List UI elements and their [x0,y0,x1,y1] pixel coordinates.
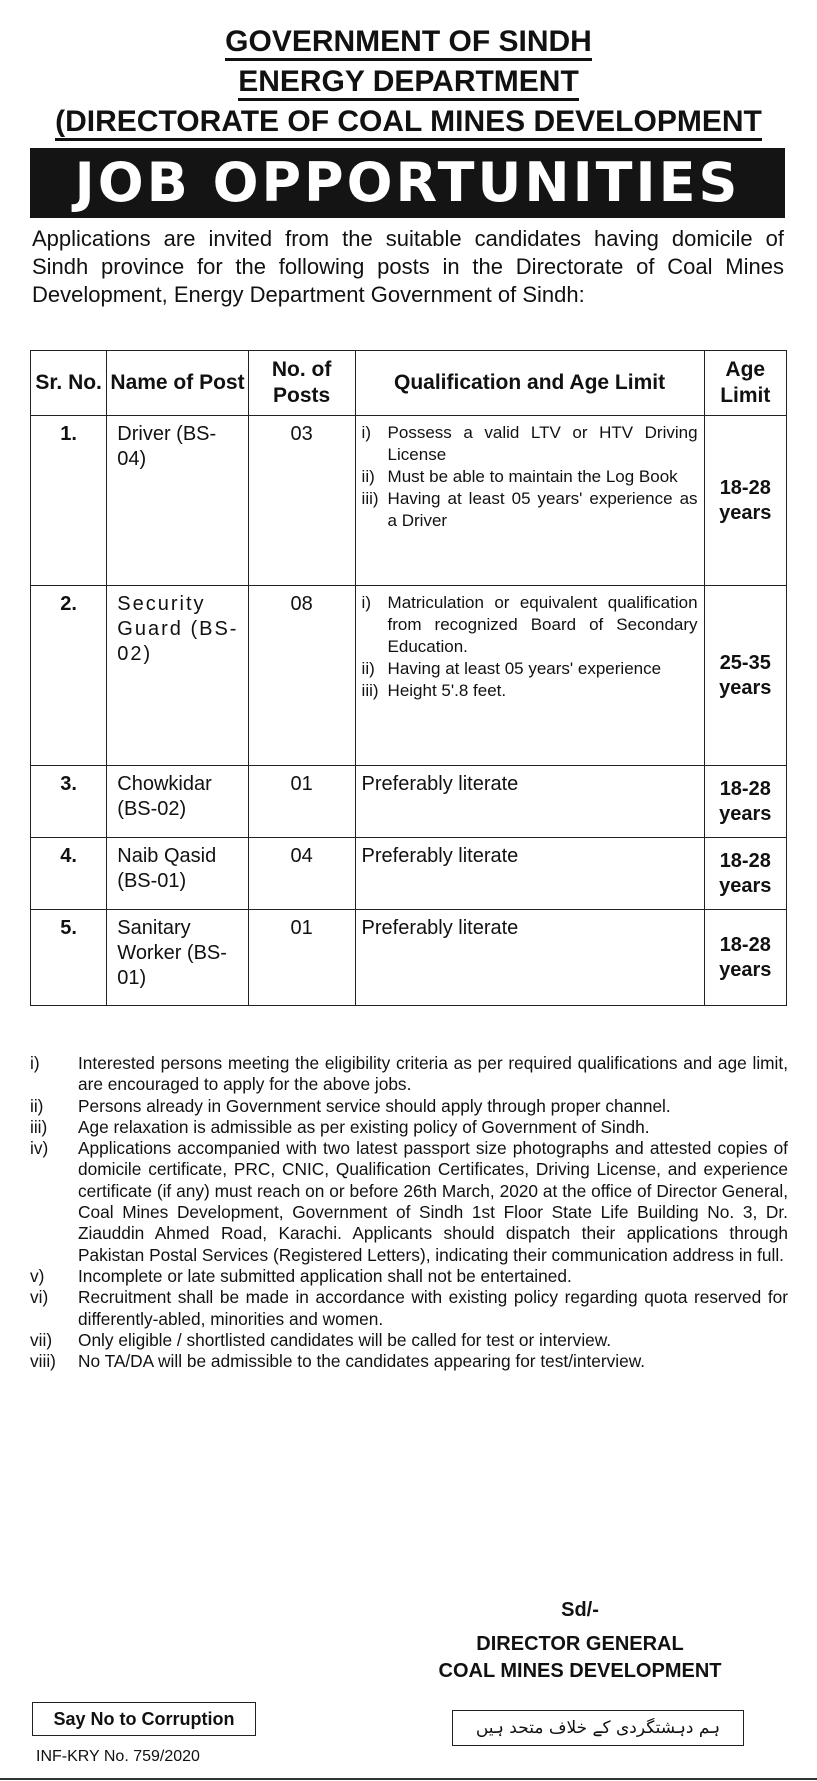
row-post: Driver (BS-04) [107,416,248,586]
anti-corruption-badge: Say No to Corruption [32,1702,256,1736]
row-sr: 3. [31,766,107,838]
list-item: viii) No TA/DA will be admissible to the candidates appearing for test/interview. [30,1351,646,1372]
qualification-item: ii) Must be able to maintain the Log Book [361,467,678,486]
header-government: GOVERNMENT OF SINDH [0,24,817,60]
table-header-row [31,351,787,416]
row-qualification: Preferably literate [355,766,704,838]
list-item: iv) Applications accompanied with two latest passport size photographs and attested copies of domicile certificate, PRC, CNIC, Qualification Certificates, Driving License, and experience certificate (if any) must reach on or before 26th March, 2020 at the office of Director General, Coal Mines Development, Government of Sindh 1st Floor State Life Building No. 3, Dr. Ziauddin Ahmed Road, Karachi. Applicants should dispatch their applications through Pakistan Postal Services (Registered Letters), indicating their communication address in full. [30,1138,788,1265]
row-count: 01 [248,766,355,838]
col-header-age: Age Limit [704,351,786,416]
row-count: 03 [248,416,355,586]
terms-list [30,1053,788,1372]
row-post: Naib Qasid (BS-01) [107,838,248,910]
reference-number: INF-KRY No. 759/2020 [36,1748,200,1765]
intro-paragraph: Applications are invited from the suitable candidates having domicile of Sindh province for the following posts in the Directorate of Coal Mines Development, Energy Department Government of Sindh: [32,226,784,307]
posts-table [30,350,787,1006]
header-directorate: (DIRECTORATE OF COAL MINES DEVELOPMENT [0,104,817,140]
row-sr: 4. [31,838,107,910]
signature-title: DIRECTOR GENERAL [476,1633,684,1655]
signature-sd: Sd/- [561,1599,599,1621]
header-department: ENERGY DEPARTMENT [0,64,817,100]
row-sr: 2. [31,586,107,766]
job-opportunities-banner: JOB OPPORTUNITIES [30,148,785,218]
row-age: 18-28 years [704,838,786,910]
qualification-item: iii) Height 5'.8 feet. [361,681,507,700]
col-header-sr: Sr. No. [31,351,107,416]
row-sr: 5. [31,910,107,1006]
row-post: Chowkidar (BS-02) [107,766,248,838]
row-count: 08 [248,586,355,766]
list-item: vi) Recruitment shall be made in accordance with existing policy regarding quota reserved for differently-abled, minorities and women. [30,1287,788,1329]
signature-office: COAL MINES DEVELOPMENT [438,1660,722,1682]
row-qualification: Preferably literate [355,838,704,910]
col-header-qualification: Qualification and Age Limit [355,351,704,416]
qualification-item: i) Matriculation or equivalent qualification from recognized Board of Secondary Education. [361,593,698,656]
qualification-item: i) Possess a valid LTV or HTV Driving License [361,423,698,464]
row-age: 18-28 years [704,766,786,838]
row-count: 04 [248,838,355,910]
col-header-posts: No. of Posts [248,351,355,416]
row-age: 25-35 years [704,586,786,766]
table-row [31,586,787,766]
qualification-item: ii) Having at least 05 years' experience [361,659,662,678]
table-row [31,838,787,910]
col-header-post: Name of Post [107,351,248,416]
table-row [31,910,787,1006]
table-row [31,416,787,586]
list-item: v) Incomplete or late submitted application shall not be entertained. [30,1265,572,1286]
table-row [31,766,787,838]
row-qualification: Preferably literate [355,910,704,1006]
list-item: vii) Only eligible / shortlisted candidates will be called for test or interview. [30,1329,612,1350]
row-count: 01 [248,910,355,1006]
row-post: Sanitary Worker (BS-01) [107,910,248,1006]
row-qualification [355,416,704,586]
list-item: i) Interested persons meeting the eligibility criteria as per required qualifications and age limit, are encouraged to apply for the above jobs. [30,1053,788,1095]
row-post: Security Guard (BS-02) [107,586,248,766]
row-qualification [355,586,704,766]
urdu-slogan-box: ہم دہشتگردی کے خلاف متحد ہیں [452,1710,744,1746]
list-item: ii) Persons already in Government service should apply through proper channel. [30,1095,671,1116]
row-sr: 1. [31,416,107,586]
list-item: iii) Age relaxation is admissible as per existing policy of Government of Sindh. [30,1116,650,1137]
bottom-rule [0,1778,817,1780]
qualification-item: iii) Having at least 05 years' experience as a Driver [361,489,698,530]
row-age: 18-28 years [704,416,786,586]
row-age: 18-28 years [704,910,786,1006]
